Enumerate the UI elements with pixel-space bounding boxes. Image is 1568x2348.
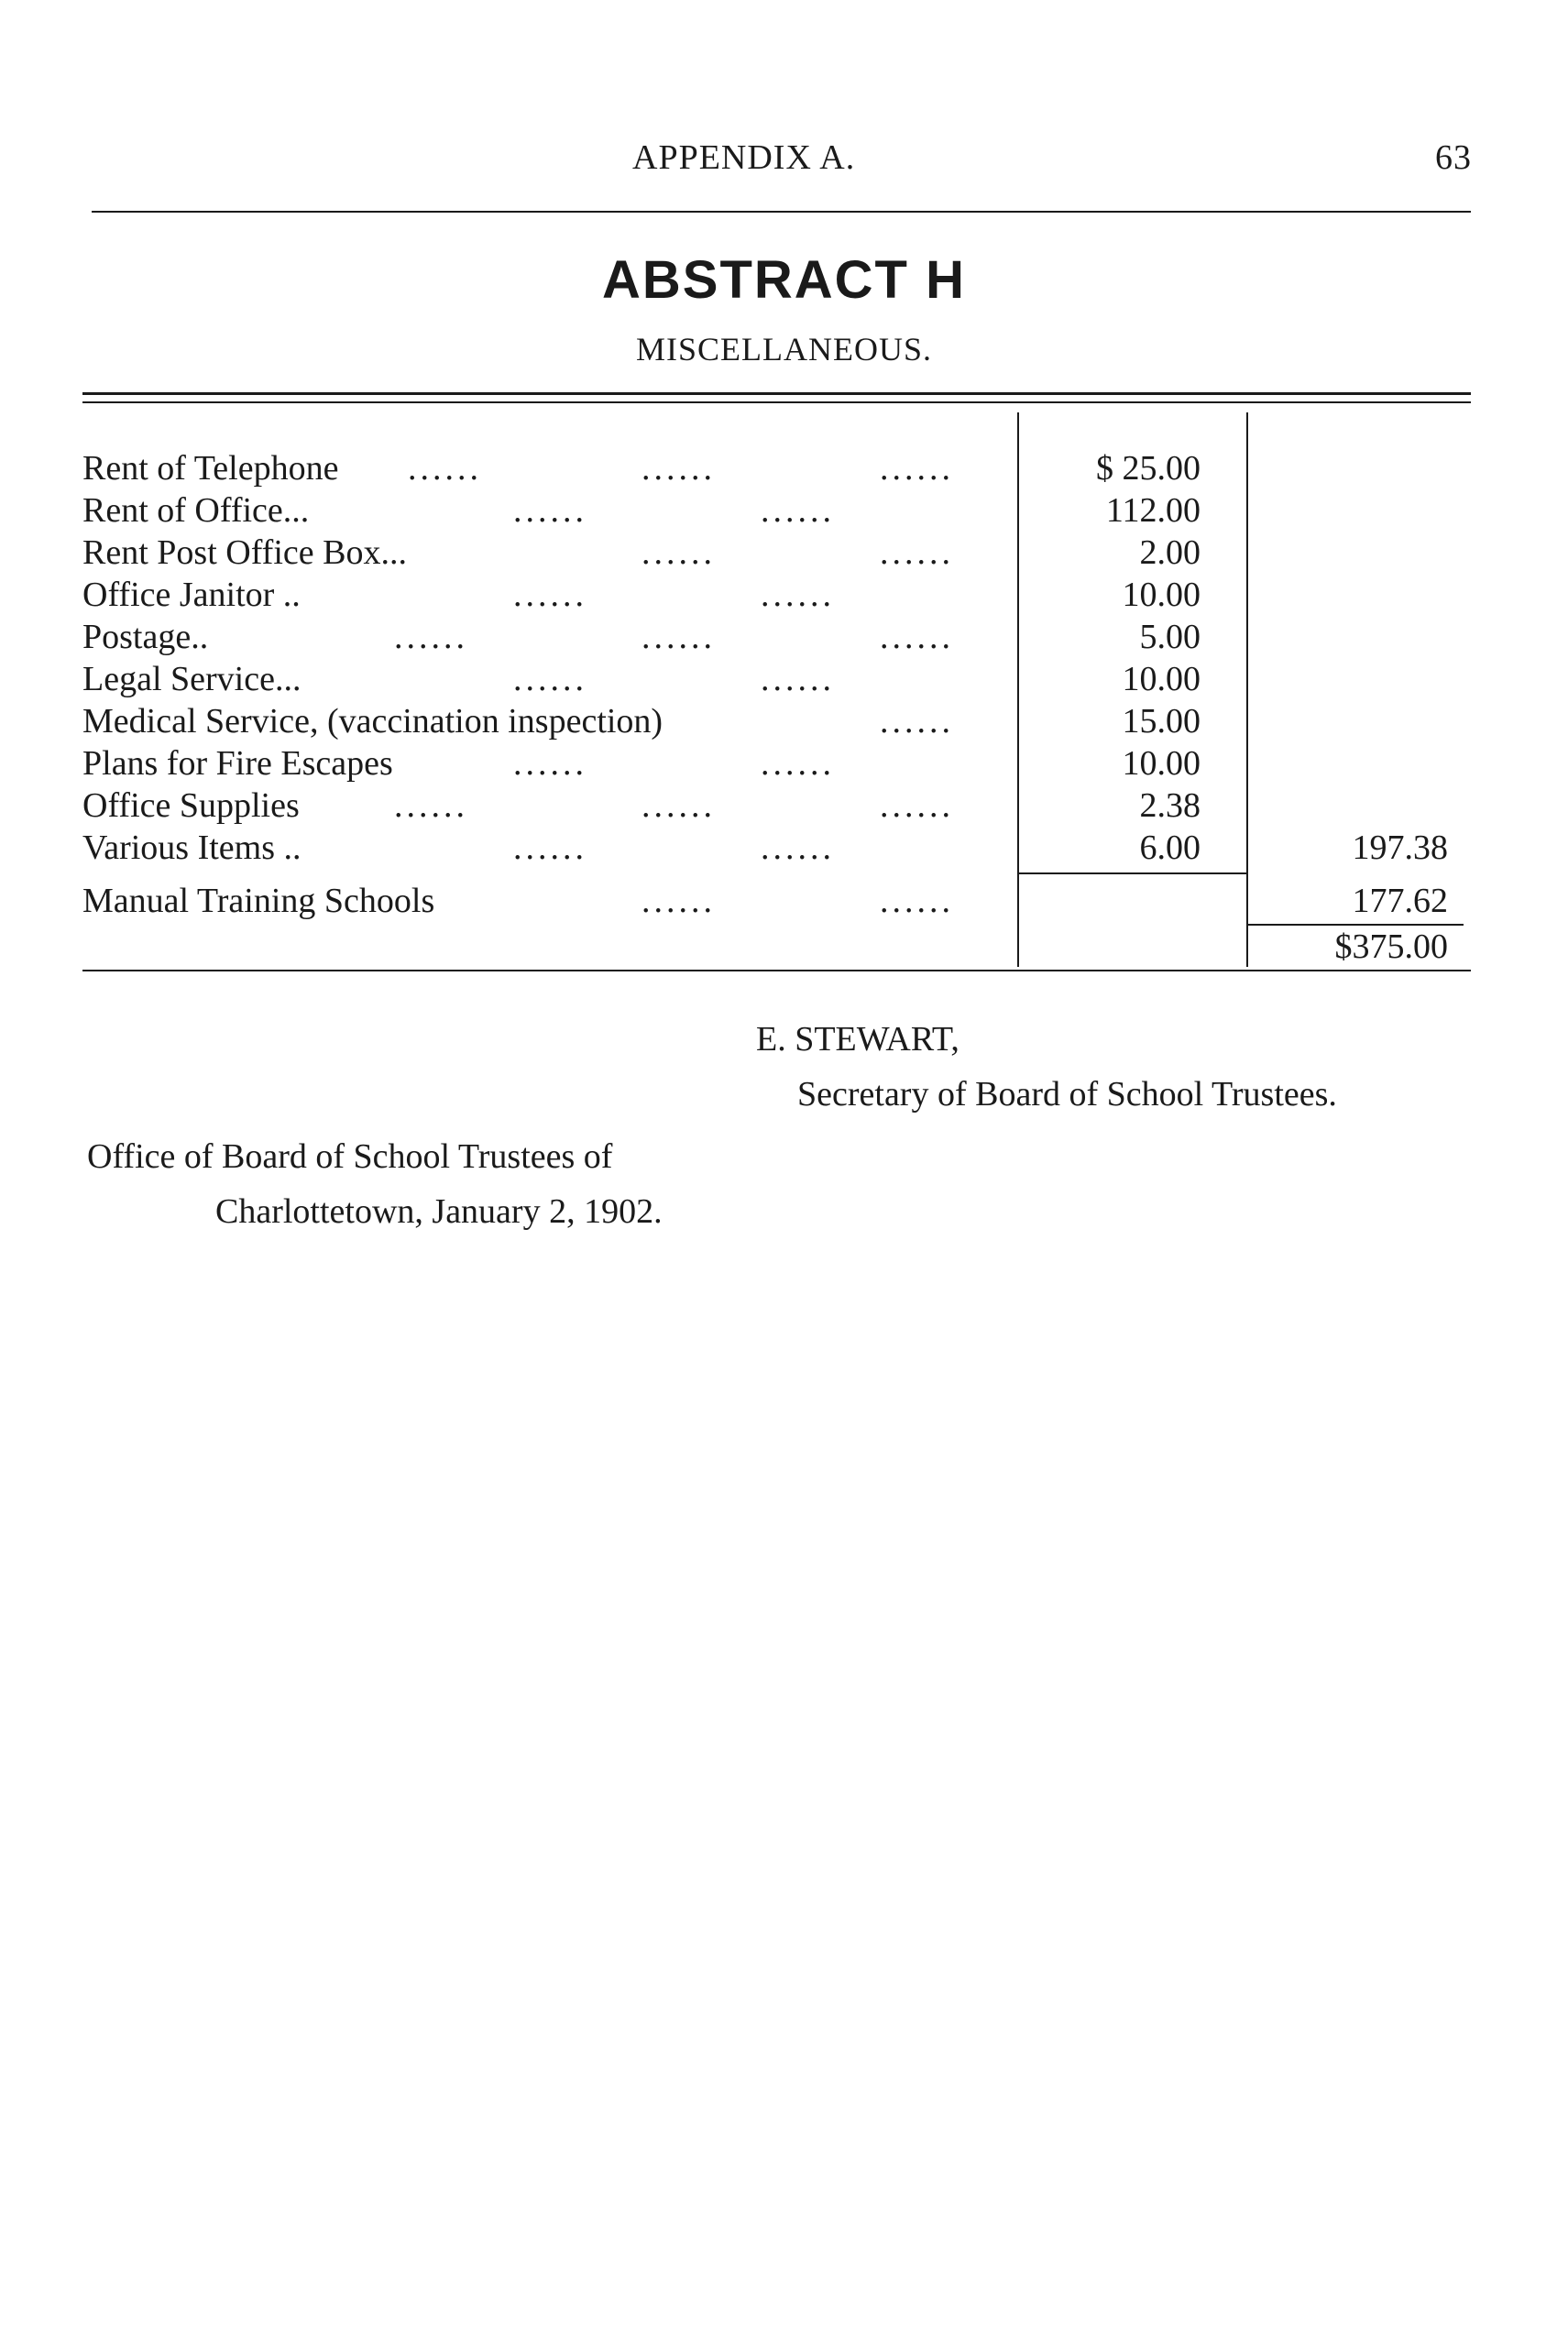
leader-dots: ...... [761, 576, 835, 614]
row-amount: 10.00 [1122, 744, 1201, 783]
row-label: Manual Training Schools [82, 882, 435, 920]
grand-total: $375.00 [1334, 927, 1448, 966]
row-amount: 2.00 [1139, 533, 1201, 572]
leader-dots: ...... [513, 576, 587, 614]
row-amount: 15.00 [1122, 702, 1201, 741]
leader-dots: ...... [880, 449, 954, 488]
running-header: APPENDIX A. [632, 138, 856, 177]
leader-dots: ...... [641, 449, 716, 488]
row-amount: $ 25.00 [1096, 449, 1201, 488]
column-divider-left [1017, 412, 1019, 967]
row-label: Rent Post Office Box... [82, 533, 407, 572]
row-label: Medical Service, (vaccination inspection) [82, 702, 663, 741]
leader-dots: ...... [880, 702, 954, 741]
row-label: Rent of Telephone [82, 449, 339, 488]
row-label: Office Supplies [82, 786, 300, 825]
leader-dots: ...... [641, 533, 716, 572]
leader-dots: ...... [513, 744, 587, 783]
leader-dots: ...... [880, 533, 954, 572]
leader-dots: ...... [880, 882, 954, 920]
place-line: Office of Board of School Trustees of [87, 1137, 613, 1176]
row-amount: 112.00 [1105, 491, 1201, 530]
row-amount: 5.00 [1139, 618, 1201, 656]
row-total: 197.38 [1352, 828, 1448, 867]
date-line: Charlottetown, January 2, 1902. [215, 1192, 663, 1231]
row-label: Postage.. [82, 618, 209, 656]
leader-dots: ...... [641, 882, 716, 920]
row-amount: 10.00 [1122, 576, 1201, 614]
row-label: Various Items .. [82, 828, 302, 867]
table-top-rule-inner [82, 401, 1471, 403]
row-total: 177.62 [1352, 882, 1448, 920]
page-number: 63 [1435, 138, 1472, 177]
leader-dots: ...... [761, 660, 835, 698]
leader-dots: ...... [513, 491, 587, 530]
leader-dots: ...... [513, 660, 587, 698]
leader-dots: ...... [761, 828, 835, 867]
row-amount: 2.38 [1139, 786, 1201, 825]
table-top-rule [82, 392, 1471, 395]
leader-dots: ...... [641, 618, 716, 656]
row-label: Legal Service... [82, 660, 302, 698]
row-label: Office Janitor .. [82, 576, 301, 614]
signature-name: E. STEWART, [756, 1020, 959, 1059]
leader-dots: ...... [880, 618, 954, 656]
row-label: Rent of Office... [82, 491, 310, 530]
row-amount: 10.00 [1122, 660, 1201, 698]
header-rule [92, 211, 1471, 213]
leader-dots: ...... [880, 786, 954, 825]
leader-dots: ...... [761, 491, 835, 530]
subtotal-rule [1017, 872, 1246, 874]
leader-dots: ...... [394, 786, 468, 825]
column-divider-right [1246, 412, 1248, 967]
leader-dots: ...... [761, 744, 835, 783]
leader-dots: ...... [513, 828, 587, 867]
table-bottom-rule [82, 970, 1471, 971]
page-title: ABSTRACT H [602, 250, 966, 310]
page-subtitle: MISCELLANEOUS. [635, 331, 932, 368]
leader-dots: ...... [408, 449, 482, 488]
leader-dots: ...... [394, 618, 468, 656]
row-amount: 6.00 [1139, 828, 1201, 867]
leader-dots: ...... [641, 786, 716, 825]
row-label: Plans for Fire Escapes [82, 744, 393, 783]
signature-title: Secretary of Board of School Trustees. [797, 1075, 1337, 1114]
